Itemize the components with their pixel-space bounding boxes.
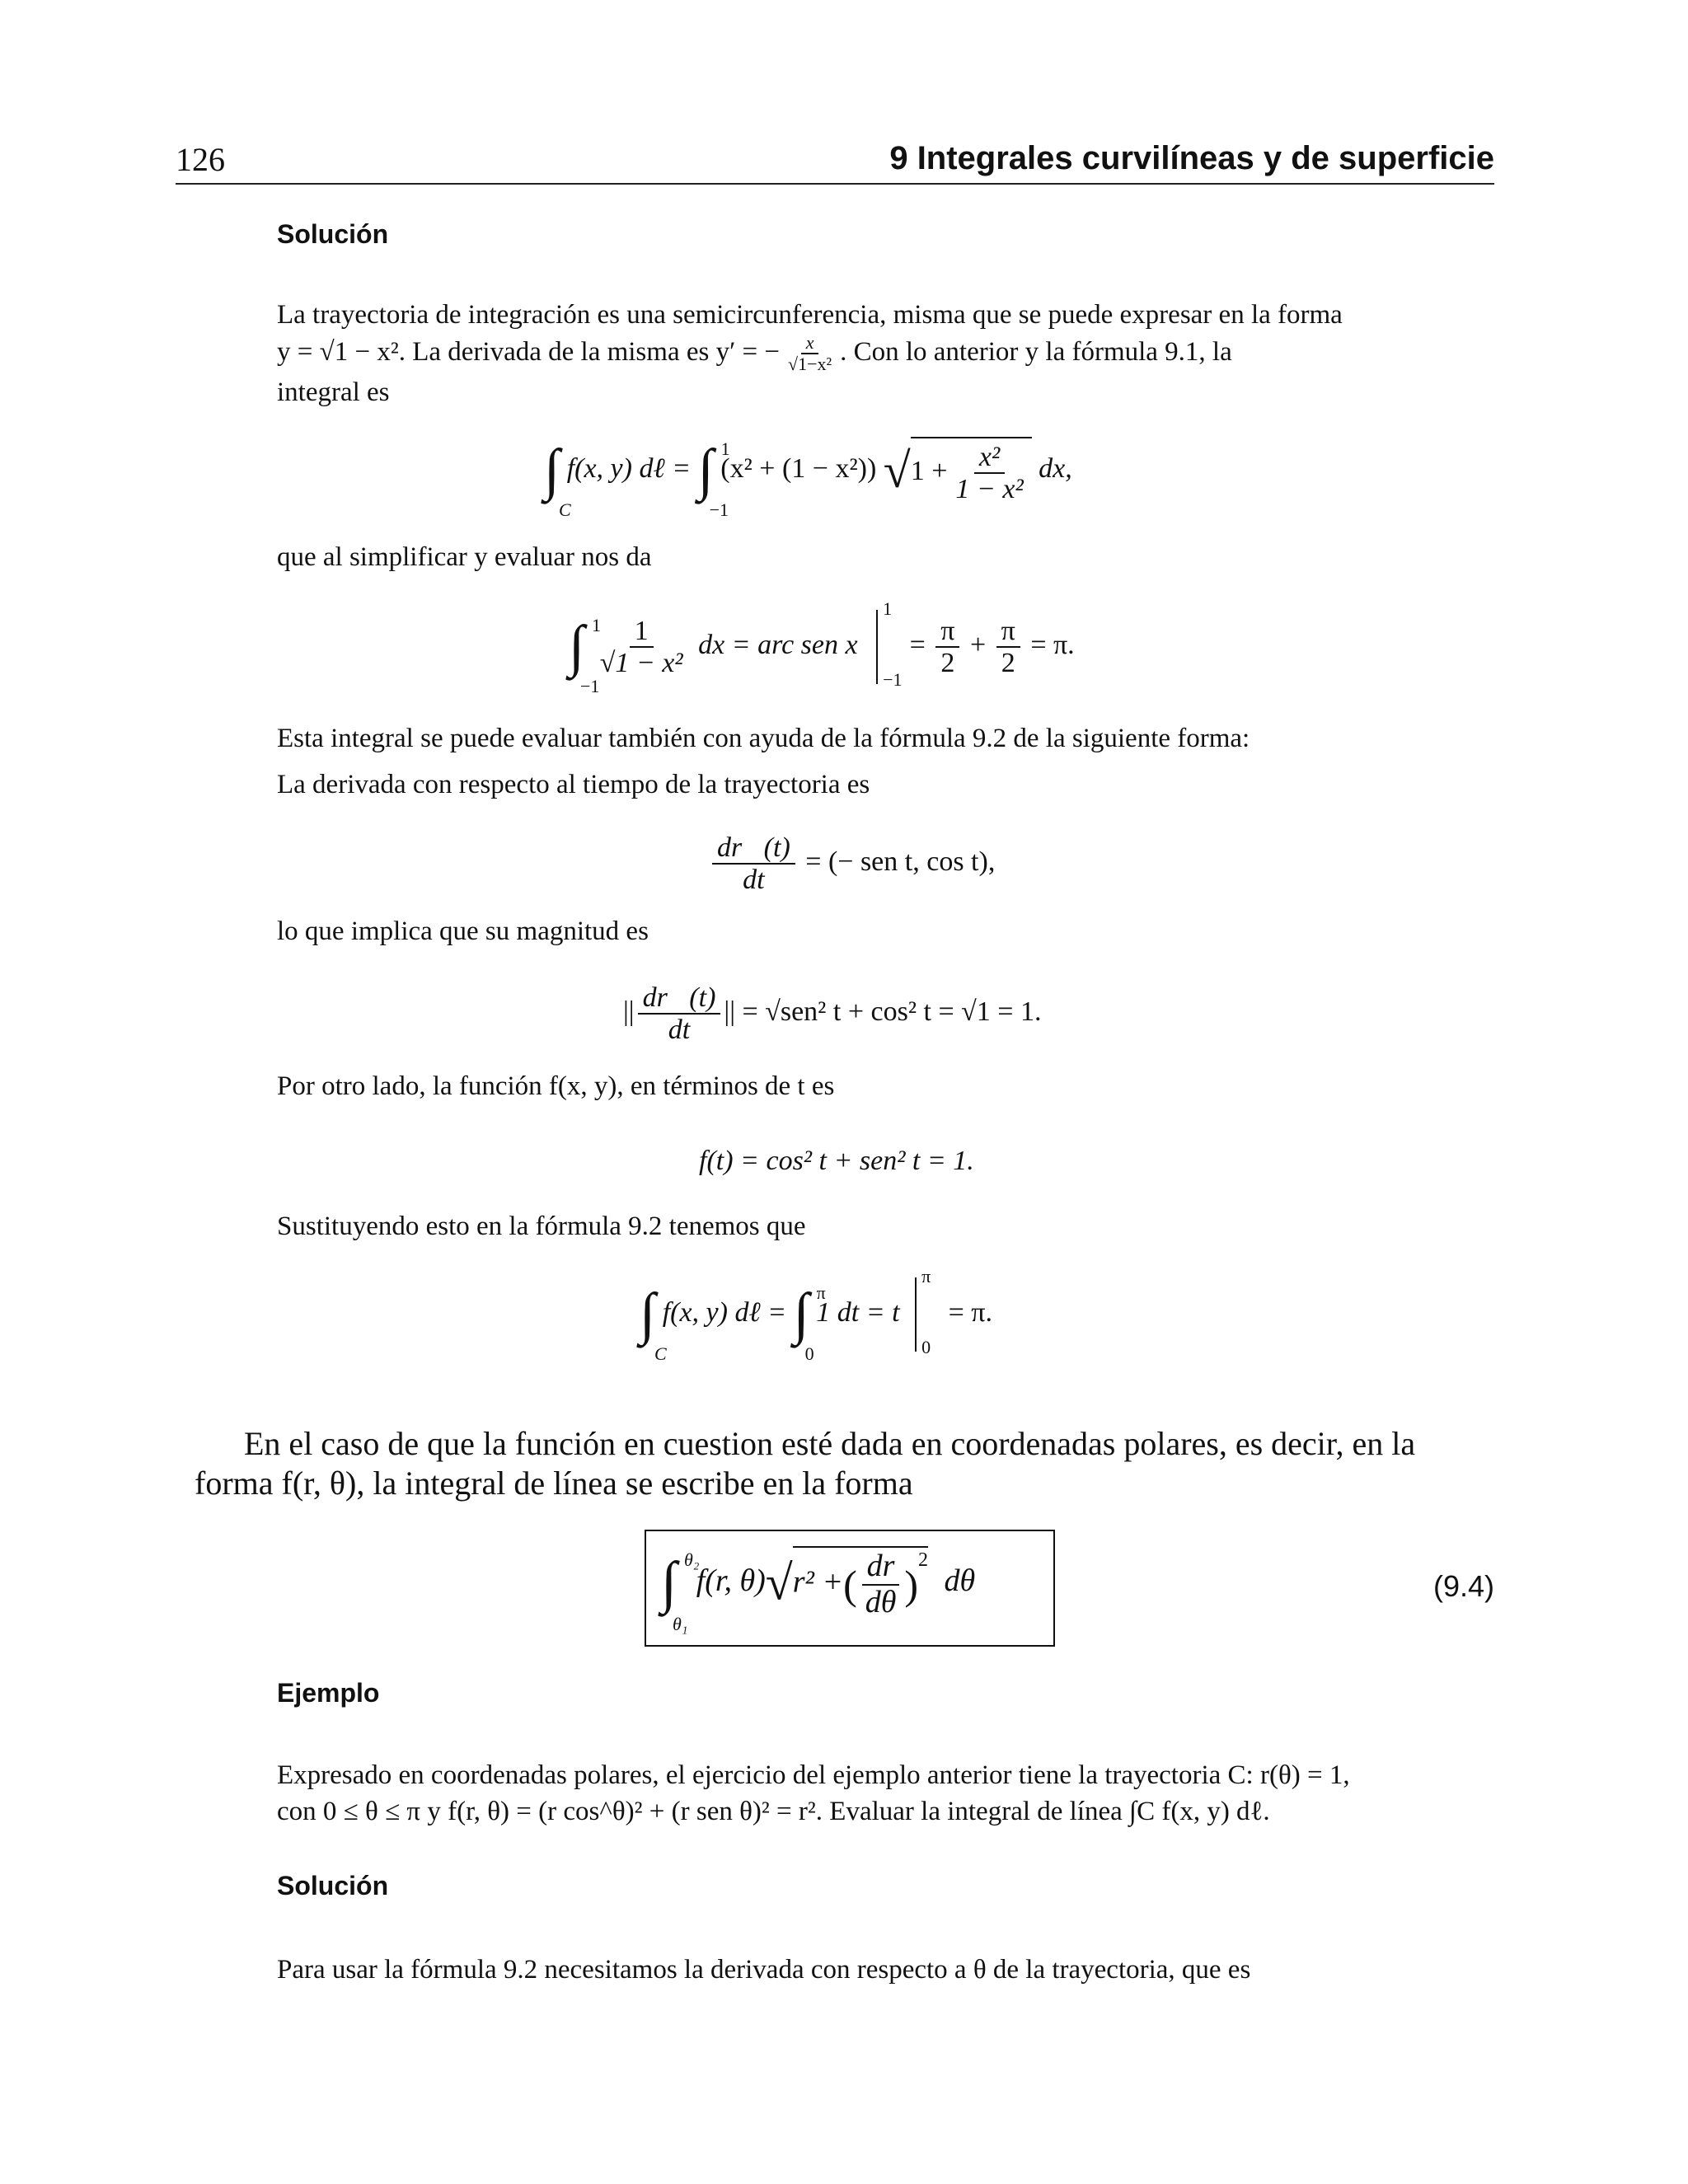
integral-lower: 0 [804,1343,814,1364]
para-line [277,333,1414,374]
page-number: 126 [176,141,225,178]
chapter-title: 9 Integrales curvilíneas y de superficie [889,140,1494,176]
boxed-equation-content [661,1546,976,1634]
integral-c [544,438,571,521]
integral-definite [569,615,601,696]
fraction [950,442,1028,505]
integral-sign: ∫ [661,1550,678,1615]
integral-lower: −1 [580,676,600,696]
eval-lower: 0 [921,1337,931,1357]
fraction-denominator: √1−x² [788,354,832,375]
integral-lower: θ₁ [673,1613,688,1634]
paragraph-sustituyendo: Sustituyendo esto en la fórmula 9.2 tenemos que [277,1212,806,1241]
integral-definite [697,438,730,521]
integral-upper: 1 [592,615,601,635]
eq-lhs: f(x, y) dℓ = [662,1296,787,1328]
integral-sign: ∫ [640,1282,656,1346]
eval-lower: −1 [883,669,903,690]
fraction-denominator: dt [668,1015,691,1046]
integral-definite [793,1282,826,1364]
eq-plus: + [969,629,987,660]
fraction-numerator: 1 [630,616,654,648]
eq-tail: dx, [1039,453,1072,485]
paragraph-formula-92: Esta integral se puede evaluar también con ayuda de la fórmula 9.2 de la siguiente forma: [277,724,1250,753]
para-line: La trayectoria de integración es una semicircunferencia, misma que se puede expresar en la forma [277,300,1343,330]
paragraph-simplificar: que al simplificar y evaluar nos da [277,542,652,572]
body-line: forma f(r, θ), la integral de línea se escribe en la forma [195,1465,913,1502]
fraction-numerator: π [935,616,959,648]
para-line: Expresado en coordenadas polares, el ejercicio del ejemplo anterior tiene la trayectoria C: r(θ) = 1, [277,1760,1350,1790]
bar-line [876,610,878,684]
integral-definite [661,1549,700,1634]
eq-rhs: = (− sen t, cos t), [805,846,996,878]
paren-close: ) [904,1561,919,1608]
integral-lower: −1 [709,499,729,521]
body-paragraph-polares [195,1424,1497,1503]
integral-c [640,1282,667,1364]
evaluation-bar [876,598,903,690]
integral-sign: ∫ [544,438,560,503]
header-rule [176,183,1494,185]
section-heading-solucion-2: Solución [277,1871,389,1900]
integral-subscript: C [559,499,571,521]
eq-integrand: (x² + (1 − x²)) [720,453,877,485]
paragraph-usar-formula: Para usar la fórmula 9.2 necesitamos la derivada con respecto a θ de la trayectoria, que es [277,1955,1251,1985]
fraction-denominator: dθ [865,1584,897,1619]
sqrt-body [911,437,1032,505]
fraction-denominator: 2 [1001,648,1015,678]
sqrt-sign: √ [883,443,911,498]
paragraph-ejemplo [277,1757,1431,1830]
paren-open: ( [843,1561,857,1608]
integral-upper: 1 [720,438,730,460]
eq-open: || [623,996,635,1028]
section-heading-ejemplo: Ejemplo [277,1678,380,1708]
equation-magnitude [623,982,1041,1046]
fraction [712,832,795,896]
boxed-tail: dθ [944,1563,976,1598]
fraction-denominator: 1 − x² [955,474,1024,505]
equation-derivative [709,832,995,896]
equation-f-of-t: f(t) = cos² t + sen² t = 1. [699,1146,974,1176]
integral-sign: ∫ [793,1282,809,1346]
equation-arcsen [569,598,1075,696]
paragraph-magnitud: lo que implica que su magnitud es [277,916,649,946]
boxed-r2: r² + [792,1564,844,1600]
para-text: y = √1 − x². La derivada de la misma es y′ = − [277,336,781,367]
eq-rhs: || = √sen² t + cos² t = √1 = 1. [724,996,1042,1028]
fraction [595,616,688,679]
sqrt-sign: √ [765,1555,793,1610]
eq-end: = π. [1030,629,1075,660]
paragraph-trayectoria [277,297,1414,410]
integral-sign: ∫ [697,438,714,503]
eval-upper: 1 [883,598,893,619]
fraction [860,1549,902,1620]
evaluation-bar [915,1266,931,1357]
body-line: En el caso de que la función en cuestion esté dada en coordenadas polares, es decir, en la [244,1425,1416,1462]
para-line: con 0 ≤ θ ≤ π y f(r, θ) = (r cos^θ)² + (r sen θ)² = r². Evaluar la integral de línea ∫C f(x, y) dℓ. [277,1797,1270,1826]
fraction-numerator: dr⃗(t) [712,832,795,865]
fraction-numerator: π [996,616,1020,648]
para-text: . Con lo anterior y la fórmula 9.1, la [840,336,1232,367]
eq-middle: dx = arc sen x [698,629,858,660]
fraction-numerator: dr⃗(t) [638,982,721,1015]
fraction-numerator: x [801,333,819,354]
section-heading-solucion: Solución [277,219,389,249]
para-line: integral es [277,377,390,408]
eq-middle: 1 dt = t [816,1296,900,1328]
integral-sign: ∫ [569,615,585,678]
boxed-f: f(r, θ) [696,1563,766,1598]
bar-line [915,1277,917,1352]
equation-result-pi [640,1266,992,1364]
fraction-pi-2 [935,616,959,679]
eq-end: = π. [948,1296,992,1328]
paragraph-derivada: La derivada con respecto al tiempo de la trayectoria es [277,770,870,799]
equation-number: (9.4) [1432,1569,1494,1603]
fraction-pi-2 [996,616,1020,679]
eq-equals: = [909,629,926,660]
sqrt-text: 1 + [910,456,948,487]
eq-lhs: f(x, y) dℓ = [566,453,692,485]
integral-upper: π [816,1282,826,1303]
fraction-denominator: dt [743,865,765,896]
integral-upper: θ₂ [684,1549,700,1570]
equation-line-integral [544,437,1072,521]
eval-upper: π [921,1266,931,1286]
inline-fraction [783,333,837,374]
fraction [638,982,721,1046]
boxed-equation [645,1530,1055,1647]
fraction-numerator: dr [862,1549,900,1586]
paragraph-funcion: Por otro lado, la función f(x, y), en términos de t es [277,1071,835,1101]
boxed-exponent: 2 [918,1549,929,1571]
integral-subscript: C [654,1343,667,1364]
fraction-denominator: 2 [940,648,955,678]
fraction-denominator: √1 − x² [599,648,683,678]
sqrt-body [793,1546,928,1620]
fraction-numerator: x² [974,442,1005,474]
